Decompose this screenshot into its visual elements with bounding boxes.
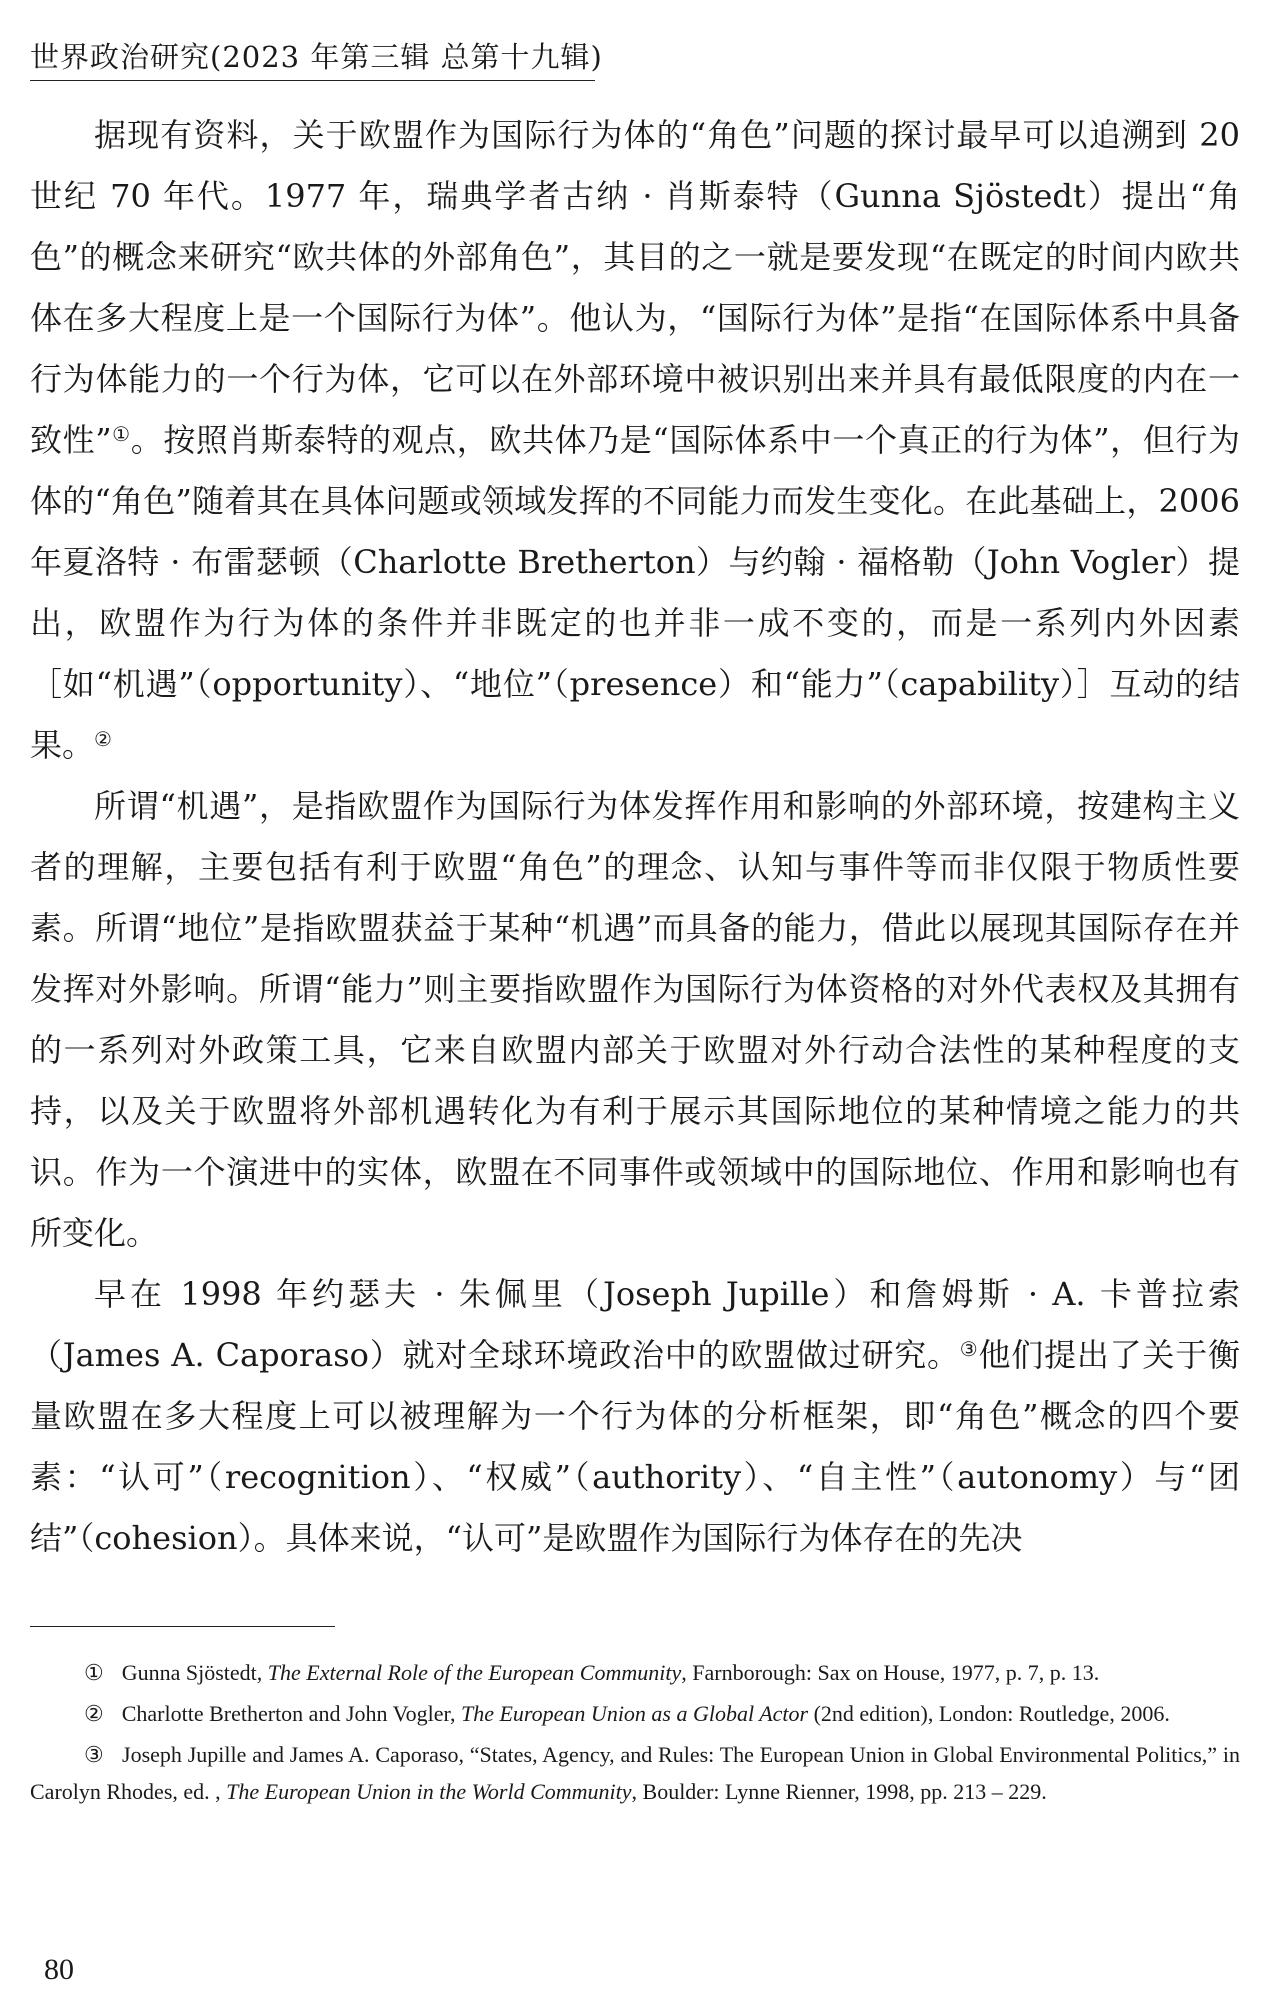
paragraph-3-part-a: 早在 1998 年约瑟夫 · 朱佩里（Joseph Jupille）和詹姆斯 · A. 卡普拉索（James A. Caporaso）就对全球环境政治中的欧盟做过研究。 [30,1275,1240,1374]
running-head: 世界政治研究(2023 年第三辑 总第十九辑) [30,40,603,74]
footnote-ref-2[interactable]: ② [94,727,112,751]
footnote-ref-1[interactable]: ① [111,422,131,446]
footnote-2-text-b: (2nd edition), London: Routledge, 2006. [813,1701,1170,1726]
page-number: 80 [44,1953,74,1986]
footnote-2-text-a: Charlotte Bretherton and John Vogler, [121,1701,456,1726]
footnote-3-text-a: Joseph Jupille and James A. Caporaso, “States, Agency, and Rules: The European Union in Global Environmental Politics,” in Carolyn Rhodes, ed. , [30,1742,1240,1804]
footnote-2-marker: ② [84,1701,104,1726]
footnote-3-title: The European Union in the World Community [226,1779,632,1804]
footnote-2 [30,1695,1240,1732]
paragraph-1 [30,105,1240,776]
paragraph-1-part-a: 据现有资料，关于欧盟作为国际行为体的“角色”问题的探讨最早可以追溯到 20 世纪 70 年代。1977 年，瑞典学者古纳 · 肖斯泰特（Gunna Sjöstedt）提出“角色”的概念来研究“欧共体的外部角色”，其目的之一就是要发现“在既定的时间内欧共体在多大程度上是一个国际行为体”。他认为，“国际行为体”是指“在国际体系中具备行为体能力的一个行为体，它可以在外部环境中被识别出来并具有最低限度的内在一致性” [30,116,1240,459]
footnote-1-title: The External Role of the European Community [267,1660,682,1685]
footnotes [30,1654,1240,1814]
paragraph-3 [30,1264,1240,1569]
footnote-3-text-b: , Boulder: Lynne Rienner, 1998, pp. 213 – 229. [631,1779,1047,1804]
footnote-2-title: The European Union as a Global Actor [460,1701,809,1726]
paragraph-3-part-b: 他们提出了关于衡量欧盟在多大程度上可以被理解为一个行为体的分析框架，即“角色”概念的四个要素：“认可”（recognition）、“权威”（authority）、“自主性”（autonomy）与“团结”（cohesion）。具体来说，“认可”是欧盟作为国际行为体存在的先决 [30,1336,1240,1557]
footnote-1-text-b: , Farnborough: Sax on House, 1977, p. 7, p. 13. [681,1660,1100,1685]
header-rule [30,80,595,81]
footnote-rule [30,1626,335,1627]
body-text [30,105,1240,1569]
footnote-1-text-a: Gunna Sjöstedt, [121,1660,263,1685]
footnote-3-marker: ③ [84,1742,105,1767]
paragraph-2: 所谓“机遇”，是指欧盟作为国际行为体发挥作用和影响的外部环境，按建构主义者的理解，主要包括有利于欧盟“角色”的理念、认知与事件等而非仅限于物质性要素。所谓“地位”是指欧盟获益于某种“机遇”而具备的能力，借此以展现其国际存在并发挥对外影响。所谓“能力”则主要指欧盟作为国际行为体资格的对外代表权及其拥有的一系列对外政策工具，它来自欧盟内部关于欧盟对外行动合法性的某种程度的支持，以及关于欧盟将外部机遇转化为有利于展示其国际地位的某种情境之能力的共识。作为一个演进中的实体，欧盟在不同事件或领域中的国际地位、作用和影响也有所变化。 [30,787,1240,1252]
paragraph-1-part-b: 。按照肖斯泰特的观点，欧共体乃是“国际体系中一个真正的行为体”，但行为体的“角色”随着其在具体问题或领域发挥的不同能力而发生变化。在此基础上，2006 年夏洛特 · 布雷瑟顿（Charlotte Bretherton）与约翰 · 福格勒（John Vogler）提出，欧盟作为行为体的条件并非既定的也并非一成不变的，而是一系列内外因素［如“机遇”（opportunity）、“地位”（presence）和“能力”（capability）］互动的结果。 [30,421,1240,764]
footnote-1 [30,1654,1240,1691]
footnote-1-marker: ① [84,1660,104,1685]
footnote-ref-3[interactable]: ③ [959,1337,979,1361]
footnote-3 [30,1736,1240,1810]
